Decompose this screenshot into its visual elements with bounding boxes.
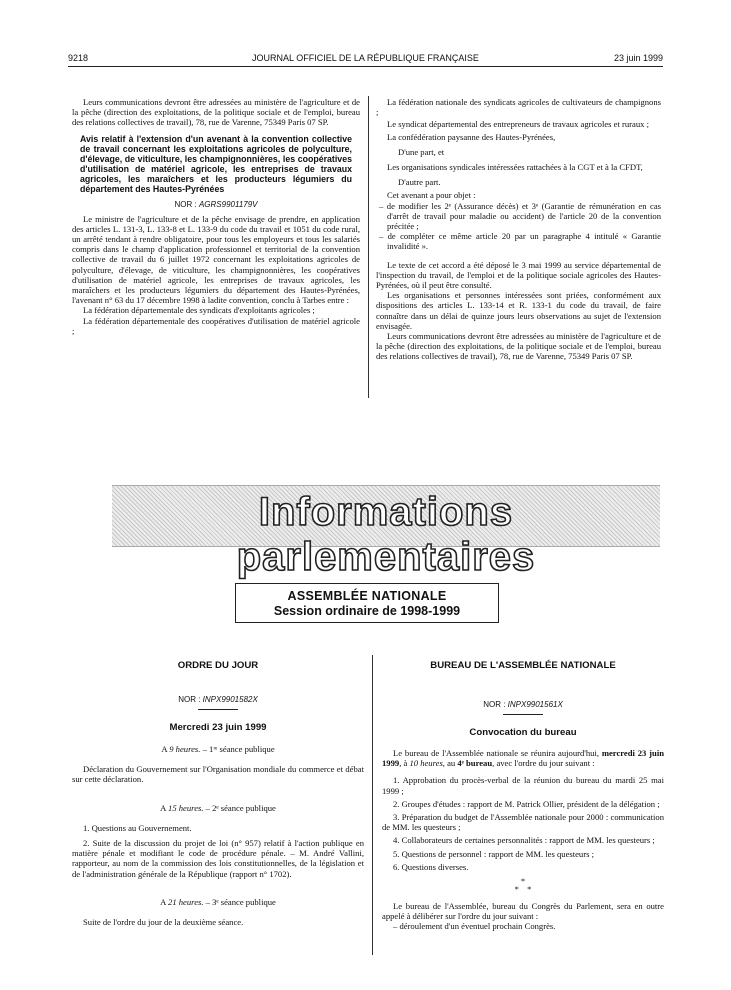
seance-1-prefix: A [161, 744, 170, 754]
asterism-top: * [520, 876, 526, 887]
nor-label: NOR : [174, 199, 197, 209]
nor-code: AGRS9901179V [198, 199, 258, 209]
federation-paragraph-2: La fédération départementale des coopératives d'utilisation de matériel agricole ; [72, 315, 360, 336]
seance-2-heading [72, 803, 364, 813]
banner-title: Informations parlementaires [236, 490, 536, 579]
column-separator-top [368, 96, 369, 398]
bureau-nor-label: NOR : [483, 700, 506, 709]
seance-1-text: Déclaration du Gouvernement sur l'Organisation mondiale du commerce et débat sur cette déclaration. [72, 764, 364, 785]
bureau-item: 3. Préparation du budget de l'Assemblée nationale pour 2000 : communication de MM. les questeurs ; [382, 812, 664, 833]
seance-3-time: 21 heures. [168, 896, 204, 907]
convocation-intro [382, 748, 664, 768]
paragraph-autre-part: D'autre part. [398, 177, 441, 188]
intro-text-mid2: , au [442, 758, 458, 769]
intro-paragraph: Leurs communications devront être adressées au ministère de l'agriculture et de la pêche (direction des exploitations, de la politique sociale et de l'emploi, bureau des relations collectives de travail), 78, rue de Varenne, 75349 Paris 07 SP. [72, 97, 360, 128]
bureau-item: 4. Collaborateurs de certaines personnalités : rapport de MM. les questeurs ; [393, 835, 655, 846]
seance-1-time: 9 heures. [169, 744, 201, 754]
paragraph-observations: Les organisations et personnes intéressées sont priées, conformément aux dispositions des articles L. 133-14 et R. 133-1 du code du travail, de faire connaître dans un délai de quinze jours leurs observations au sujet de l'extension envisagée. [376, 290, 661, 331]
paragraph-communications: Leurs communications devront être adressées au ministère de l'agriculture et de la pêche (direction des exploitations, de la politique sociale et de l'emploi, bureau des relations collectives de travail), 78, rue de Varenne, 75349 Paris 07 SP. [376, 331, 661, 362]
paragraph-organisations: Les organisations syndicales intéressées rattachées à la CGT et à la CFDT, [387, 162, 643, 173]
ordre-nor-label: NOR : [178, 695, 201, 704]
congres-paragraph: Le bureau de l'Assemblée, bureau du Congrès du Parlement, sera en outre appelé à délibérer sur l'ordre du jour suivant : [382, 901, 664, 922]
asterism-bottom: * * [514, 884, 532, 895]
bureau-item: 5. Questions de personnel : rapport de MM. les questeurs ; [393, 848, 594, 859]
right-column [376, 97, 661, 362]
seance-3-label: – 3ᵉ séance publique [203, 896, 276, 907]
federation-paragraph-1: La fédération départementale des syndicats d'exploitants agricoles ; [83, 305, 315, 316]
bullet-modifier: – de modifier les 2ᵉ (Assurance décès) et 3ᵉ (Garantie de rémunération en cas d'arrêt de travail pour maladie ou accident) de l'article 20 de la convention précitée ; [379, 200, 661, 232]
intro-text-end: , avec l'ordre du jour suivant : [492, 758, 595, 769]
seance-2-time: 15 heures. [168, 802, 204, 813]
avis-title: Avis relatif à l'extension d'un avenant à la convention collective de travail concernant les exploitations agricoles de polyculture, d'élevage, de viticulture, les champignonnières, les coopératives d'utilisation de matériel agricole, les entreprises de travaux agricoles, les maraîchers et les producteurs légumiers du département des Hautes-Pyrénées [80, 133, 352, 194]
bureau-section [382, 660, 664, 932]
session-title: Session ordinaire de 1998-1999 [273, 604, 461, 618]
intro-time: 10 heures [409, 758, 443, 769]
paragraph-une-part: D'une part, et [398, 146, 445, 157]
header-rule [68, 66, 663, 67]
seance-3-prefix: A [160, 896, 169, 907]
bureau-item: 1. Approbation du procès-verbal de la réunion du bureau du mardi 25 mai 1999 ; [382, 775, 664, 796]
paragraph-confederation: La confédération paysanne des Hautes-Pyrénées, [387, 131, 556, 142]
left-column [72, 97, 360, 336]
intro-bureau: 4ᵉ bureau [457, 758, 493, 769]
assemblee-box [235, 583, 499, 623]
page-number: 9218 [68, 53, 89, 63]
short-rule [198, 709, 238, 710]
paragraph-depot: Le texte de cet accord a été déposé le 3 mai 1999 au service départemental de l'inspection du travail, de l'emploi et de la politique sociale agricoles des Hautes-Pyrénées, où il peut être consulté. [376, 259, 661, 291]
issue-date: 23 juin 1999 [613, 53, 663, 63]
seance-3-heading [72, 897, 364, 907]
convocation-heading: Convocation du bureau [469, 727, 577, 738]
seance-3-text: Suite de l'ordre du jour de la deuxième séance. [83, 917, 244, 928]
intro-text-mid: , à [399, 758, 410, 769]
agenda-item-1: 1. Questions au Gouvernement. [83, 822, 192, 833]
seance-2-label: – 2ᵉ séance publique [203, 802, 276, 813]
column-separator-bottom [372, 655, 373, 955]
ordre-du-jour-heading: ORDRE DU JOUR [177, 660, 259, 671]
intro-text-start: Le bureau de l'Assemblée nationale se réunira aujourd'hui, [393, 748, 602, 758]
journal-title: JOURNAL OFFICIEL DE LA RÉPUBLIQUE FRANÇAISE [252, 53, 479, 63]
body-paragraph: Le ministre de l'agriculture et de la pêche envisage de prendre, en application des articles L. 131-3, L. 133-8 et L. 133-9 du code du travail et 1051 du code rural, un arrêté tendant à rendre obligatoire, pour tous les employeurs et tous les salariés compris dans le champ d'application professionnel et territorial de la convention collective de travail du 6 juillet 1972 concernant les exploitations agricoles de polyculture, d'élevage, de viticulture, les champignonnières, les coopératives d'utilisation de matériel agricole, les entreprises de travaux agricoles, les maraîchers et les producteurs légumiers du département des Hautes-Pyrénées, l'avenant n° 63 du 17 décembre 1998 à ladite convention, conclu à Tarbes entre : [72, 213, 360, 306]
nor-reference [72, 200, 360, 209]
bureau-item: 2. Groupes d'études : rapport de M. Patrick Ollier, président de la délégation ; [393, 798, 660, 809]
agenda-item-2: 2. Suite de la discussion du projet de loi (n° 957) relatif à l'action publique en matière pénale et modifiant le code de procédure pénale. – M. André Vallini, rapporteur, au nom de la commission des lois constitutionnelles, de la législation et de l'administration générale de la République (rapport n° 1702). [72, 838, 364, 879]
bureau-item: 6. Questions diverses. [393, 861, 469, 872]
bureau-heading: BUREAU DE L'ASSEMBLÉE NATIONALE [430, 660, 616, 671]
seance-2-prefix: A [160, 802, 169, 813]
informations-banner [112, 485, 660, 579]
congres-item: – déroulement d'un éventuel prochain Congrès. [393, 921, 556, 932]
paragraph-objet: Cet avenant a pour objet : [387, 190, 476, 201]
bureau-short-rule [503, 714, 543, 715]
ordre-nor-reference [72, 695, 364, 704]
seance-1-label: – 1ʳᵉ séance publique [200, 744, 275, 754]
paragraph-federation-nationale: La fédération nationale des syndicats agricoles de cultivateurs de champignons ; [376, 97, 661, 118]
bullet-completer: – de compléter ce même article 20 par un paragraphe 4 intitulé « Garantie invalidité ». [379, 231, 661, 252]
ordre-nor-code: INPX9901582X [202, 695, 258, 704]
bureau-nor-code: INPX9901561X [507, 700, 563, 709]
bureau-nor-reference [382, 700, 664, 709]
assemblee-title: ASSEMBLÉE NATIONALE [287, 589, 447, 603]
date-heading: Mercredi 23 juin 1999 [169, 722, 267, 733]
intro-date: mercredi 23 juin 1999 [382, 748, 664, 769]
paragraph-syndicat: Le syndicat départemental des entrepreneurs de travaux agricoles et ruraux ; [387, 119, 649, 130]
seance-1-heading [72, 744, 364, 754]
ordre-du-jour-section [72, 660, 364, 927]
